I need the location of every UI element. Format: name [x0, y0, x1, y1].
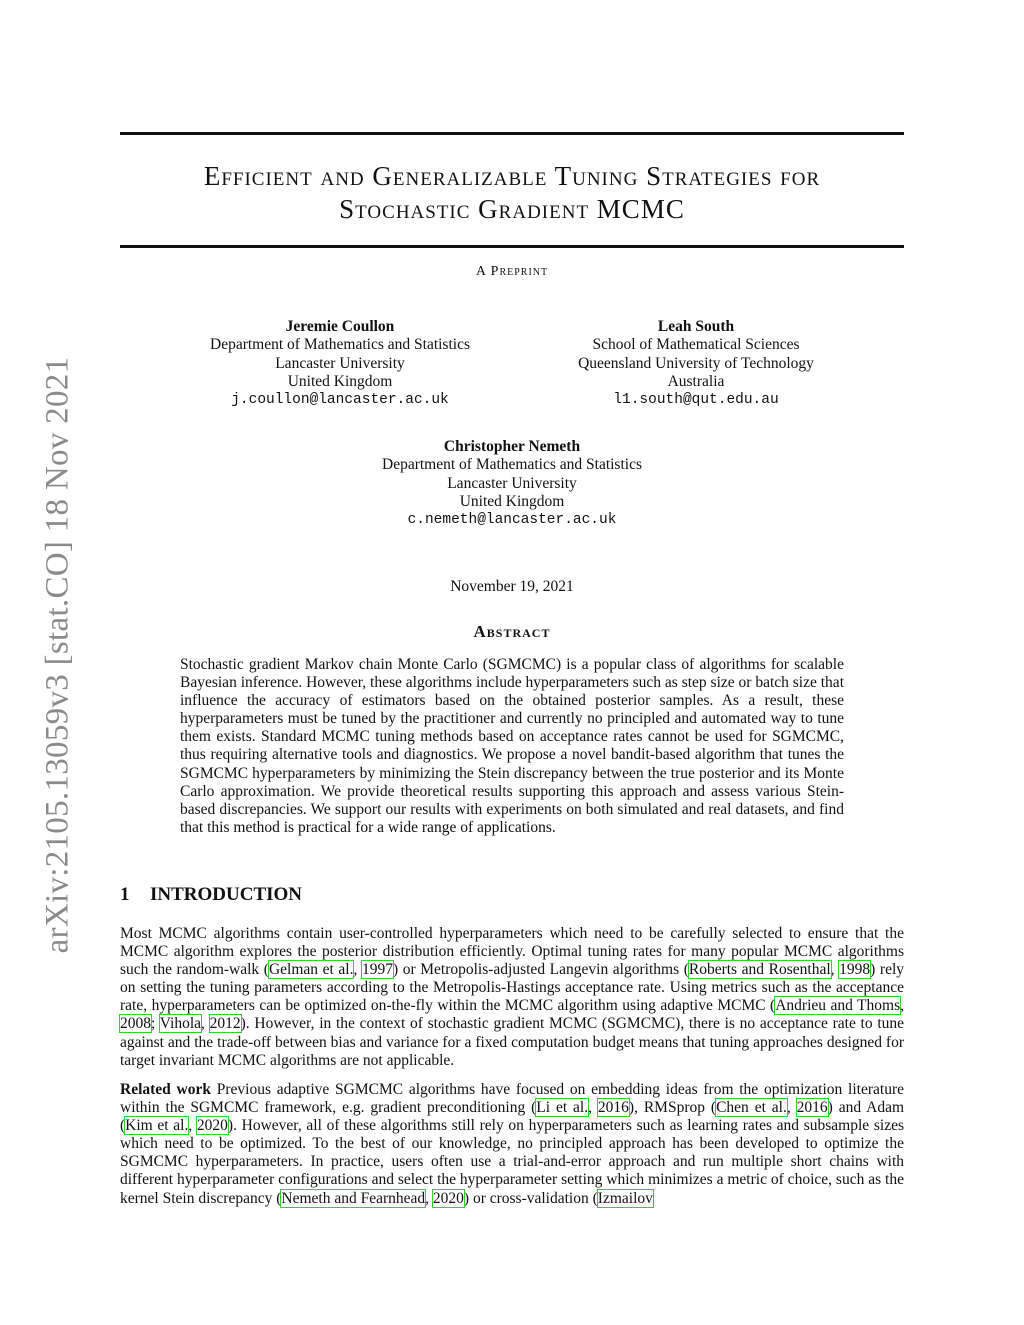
author-email[interactable]: c.nemeth@lancaster.ac.uk — [407, 512, 617, 529]
section-title: INTRODUCTION — [150, 884, 303, 905]
author-university: Queensland University of Technology — [578, 354, 814, 372]
citation-year-link[interactable]: 1997 — [361, 961, 393, 979]
text-run: ) or cross-validation ( — [463, 1189, 598, 1207]
text-run: ), RMSprop ( — [628, 1099, 717, 1117]
citation-link[interactable]: Nemeth and Fearnhead — [281, 1189, 426, 1207]
citation-year-link[interactable]: 2016 — [796, 1099, 828, 1117]
citation-link[interactable]: Li et al. — [536, 1099, 589, 1117]
text-run: ). However, in the context of stochastic gradient MCMC (SGMCMC), there is no acceptance rate to tune against and the trade-off between bias and variance for a fixed computation budget means that tuning approaches designed for target invariant MCMC algorithms are not applicable. — [120, 1015, 905, 1069]
paper-title — [120, 160, 904, 226]
citation-link[interactable]: Andrieu and Thoms — [775, 997, 901, 1015]
author-email[interactable]: l1.south@qut.edu.au — [613, 392, 779, 409]
title-line-2: Stochastic Gradient MCMC — [339, 194, 685, 224]
author-country: United Kingdom — [287, 372, 393, 390]
preprint-label: A Preprint — [475, 264, 549, 279]
citation-year-link[interactable]: 2008 — [120, 1015, 151, 1033]
citation-link[interactable]: Roberts and Rosenthal — [688, 961, 831, 979]
author-name: Christopher Nemeth — [443, 438, 581, 455]
text-run: ) or Metropolis-adjusted Langevin algorithms ( — [392, 961, 689, 979]
author-dept: School of Mathematical Sciences — [592, 336, 800, 354]
author-name: Leah South — [657, 318, 735, 335]
author-country: Australia — [667, 372, 725, 390]
title-rule-bottom — [120, 245, 904, 248]
section-heading — [120, 884, 302, 906]
paper-date: November 19, 2021 — [450, 578, 574, 595]
section-number: 1 — [120, 884, 130, 905]
author-dept: Department of Mathematics and Statistics — [210, 336, 470, 354]
related-work-paragraph: Related work Previous adaptive SGMCMC algorithms have focused on embedding ideas from the optimization literature within the SGMCMC framework, e.g. gradient preconditioning (Li et al., 2016), RMSprop (Chen et al., 2016) and Adam (Kim et al., 2020). However, all of these algorithms still rely on hyperparameters such as learning rates and subsample sizes which need to be optimized. To the best of our knowledge, no principled approach has been developed to optimize the SGMCMC hyperparameters. In practice, users often use a trial-and-error approach and run multiple short chains with different hyperparameter configurations and select the hyperparameter setting which minimizes a metric of choice, such as the kernel Stein discrepancy (Nemeth and Fearnhead, 2020) or cross-validation (Izmailov — [120, 1081, 905, 1207]
text-run: Previous adaptive SGMCMC algorithms have focused on embedding ideas from the optimization literature within the SGMCMC framework, e.g. gradient preconditioning ( — [120, 1081, 904, 1117]
citation-year-link[interactable]: 2016 — [597, 1099, 629, 1117]
intro-paragraph-1: Most MCMC algorithms contain user-controlled hyperparameters which need to be carefully selected to ensure that the MCMC algorithm explores the posterior distribution efficiently. Optimal tuning rates for many popular MCMC algorithms such the random-walk (Gelman et al., 1997) or Metropolis-adjusted Langevin algorithms (Roberts and Rosenthal, 1998) rely on setting the tuning parameters according to the Metropolis-Hastings acceptance rate. Using metrics such as the acceptance rate, hyperparameters can be optimized on-the-fly within the MCMC algorithm using adaptive MCMC (Andrieu and Thoms, 2008; Vihola, 2012). However, in the context of stochastic gradient MCMC (SGMCMC), there is no acceptance rate to tune against and the trade-off between bias and variance for a fixed computation budget means that tuning approaches designed for target invariant MCMC algorithms are not applicable. — [120, 925, 905, 1069]
author-block-nemeth — [312, 438, 712, 529]
citation-year-link[interactable]: 2012 — [209, 1015, 241, 1033]
citation-link[interactable]: Gelman et al. — [268, 961, 354, 979]
author-university: Lancaster University — [447, 474, 577, 492]
text-run: ) and Adam ( — [120, 1099, 905, 1135]
citation-link[interactable]: Izmailov — [597, 1189, 653, 1207]
citation-link[interactable]: Kim et al. — [125, 1117, 189, 1135]
text-run: ) rely on setting the tuning parameters according to the Metropolis-Hastings acceptance rate. Using metrics such as the acceptance rate, hyperparameters can be optimized on-the-fly within the MCMC algorithm using adaptive MCMC ( — [120, 961, 904, 1015]
abstract-text: Stochastic gradient Markov chain Monte Carlo (SGMCMC) is a popular class of algorithms for scalable Bayesian inference. However, these algorithms include hyperparameters such as step size or batch size that influence the accuracy of estimators based on the obtained posterior samples. As a result, these hyperparameters must be tuned by the practitioner and currently no principled and automated way to tune them exists. Standard MCMC tuning methods based on acceptance rates cannot be used for SGMCMC, thus requiring alternative tools and diagnostics. We propose a novel bandit-based algorithm that tunes the SGMCMC hyperparameters by minimizing the Stein discrepancy between the true posterior and its Monte Carlo approximation. We provide theoretical results supporting this approach and assess various Stein-based discrepancies. We support our results with experiments on both simulated and real datasets, and find that this method is practical for a wide range of applications. — [180, 656, 844, 836]
citation-year-link[interactable]: 1998 — [839, 961, 871, 979]
citation-year-link[interactable]: 2020 — [196, 1117, 228, 1135]
author-email[interactable]: j.coullon@lancaster.ac.uk — [231, 392, 449, 409]
text-run: ). However, all of these algorithms still rely on hyperparameters such as learning rates and subsample sizes which need to be optimized. To the best of our knowledge, no principled approach has been developed to optimize the SGMCMC hyperparameters. In practice, users often use a trial-and-error approach and run multiple short chains with different hyperparameter configurations and select the hyperparameter setting which minimizes a metric of choice, such as the kernel Stein discrepancy ( — [120, 1117, 904, 1207]
citation-year-link[interactable]: 2020 — [432, 1189, 464, 1207]
abstract-heading: Abstract — [473, 622, 551, 641]
author-name: Jeremie Coullon — [285, 318, 395, 335]
author-block-coullon — [170, 318, 510, 409]
author-block-south — [526, 318, 866, 409]
title-rule-top — [120, 132, 904, 135]
author-dept: Department of Mathematics and Statistics — [382, 456, 642, 474]
author-university: Lancaster University — [275, 354, 405, 372]
citation-link[interactable]: Chen et al. — [716, 1099, 787, 1117]
arxiv-identifier: arXiv:2105.13059v3 [stat.CO] 18 Nov 2021 — [39, 356, 76, 954]
text-run: Most MCMC algorithms contain user-controlled hyperparameters which need to be carefully selected to ensure that the MCMC algorithm explores the posterior distribution efficiently. Optimal tuning rates for many popular MCMC algorithms such the random-walk ( — [120, 925, 904, 979]
citation-link[interactable]: Vihola — [159, 1015, 202, 1033]
paragraph-lead: Related work — [120, 1081, 211, 1098]
author-country: United Kingdom — [459, 492, 565, 510]
title-line-1: Efficient and Generalizable Tuning Strategies for — [203, 161, 821, 191]
